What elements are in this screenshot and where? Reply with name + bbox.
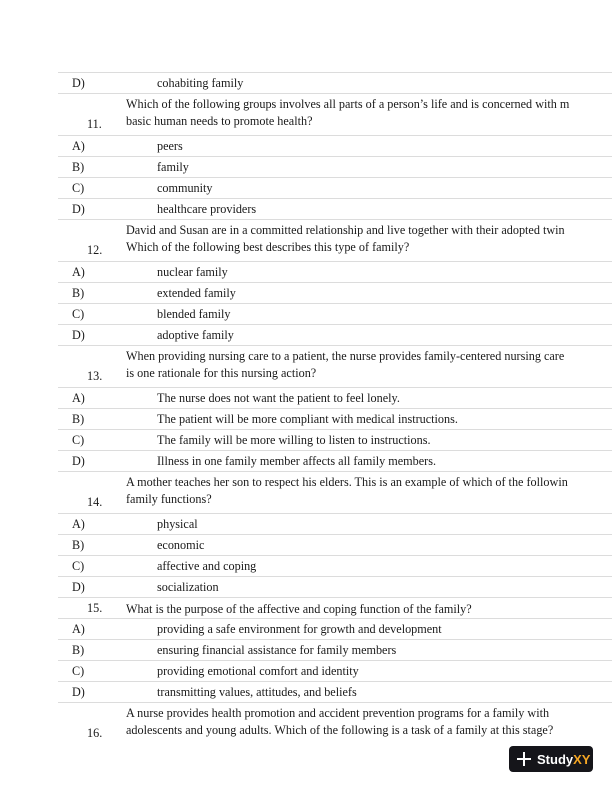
question-row: [58, 702, 612, 744]
option-text: affective and coping: [157, 559, 257, 573]
brand-name-part1: Study: [537, 751, 574, 767]
option-letter: D): [72, 454, 85, 468]
option-text: The family will be more willing to listen to instructions.: [157, 433, 431, 447]
answer-option-row: [58, 135, 612, 156]
option-letter: B): [72, 286, 85, 300]
option-letter: A): [72, 391, 85, 405]
question-row: [58, 219, 612, 261]
question-text-line: What is the purpose of the affective and coping function of the family?: [126, 602, 472, 616]
question-text-line: A mother teaches her son to respect his elders. This is an example of which of the followin: [126, 475, 568, 489]
option-letter: A): [72, 517, 85, 531]
question-text-line: adolescents and young adults. Which of the following is a task of a family at this stage?: [126, 722, 554, 737]
option-letter: B): [72, 643, 85, 657]
option-letter: C): [72, 307, 85, 321]
option-letter: C): [72, 433, 85, 447]
answer-option-row: [58, 618, 612, 639]
answer-option-row: [58, 576, 612, 597]
answer-option-row: [58, 282, 612, 303]
question-text: [126, 705, 553, 738]
answer-option-row: [58, 534, 612, 555]
question-number: 13.: [87, 369, 103, 383]
question-text-line: Which of the following best describes this type of family?: [126, 239, 410, 254]
option-letter: C): [72, 559, 85, 573]
option-letter: D): [72, 580, 85, 594]
option-letter: B): [72, 412, 85, 426]
answer-option-row: [58, 324, 612, 345]
option-text: socialization: [157, 580, 219, 594]
question-text: [126, 474, 568, 507]
option-letter: A): [72, 265, 85, 279]
option-letter: B): [72, 160, 85, 174]
option-text: The nurse does not want the patient to feel lonely.: [157, 391, 400, 405]
answer-option-row: [58, 408, 612, 429]
question-row: [58, 345, 612, 387]
answer-option-row: [58, 660, 612, 681]
option-text: adoptive family: [157, 328, 234, 342]
answer-option-row: [58, 450, 612, 471]
option-letter: D): [72, 202, 85, 216]
answer-option-row: [58, 555, 612, 576]
option-text: nuclear family: [157, 265, 228, 279]
option-letter: D): [72, 76, 85, 90]
question-row: [58, 93, 612, 135]
plus-icon: [517, 752, 531, 766]
answer-option-row: [58, 261, 612, 282]
question-list: [58, 72, 612, 744]
option-text: community: [157, 181, 213, 195]
question-text: [126, 96, 569, 129]
question-number: 12.: [87, 243, 103, 257]
option-text: extended family: [157, 286, 236, 300]
option-text: transmitting values, attitudes, and beliefs: [157, 685, 357, 699]
question-text-line: is one rationale for this nursing action?: [126, 365, 317, 380]
question-text: [126, 601, 472, 618]
question-number: 14.: [87, 495, 103, 509]
answer-option-row: [58, 639, 612, 660]
option-text: The patient will be more compliant with medical instructions.: [157, 412, 458, 426]
option-text: healthcare providers: [157, 202, 257, 216]
question-number: 16.: [87, 726, 103, 740]
answer-option-row: [58, 177, 612, 198]
brand-name-part2: XY: [573, 751, 591, 767]
question-row: [58, 471, 612, 513]
answer-option-row: [58, 387, 612, 408]
option-letter: A): [72, 622, 85, 636]
option-text: blended family: [157, 307, 231, 321]
question-text-line: David and Susan are in a committed relationship and live together with their adopted twin: [126, 223, 565, 237]
option-text: family: [157, 160, 189, 174]
option-letter: C): [72, 664, 85, 678]
option-letter: A): [72, 139, 85, 153]
option-text: providing emotional comfort and identity: [157, 664, 359, 678]
option-letter: D): [72, 328, 85, 342]
question-text-line: When providing nursing care to a patient, the nurse provides family-centered nursing care: [126, 349, 565, 363]
question-text: [126, 222, 565, 255]
question-number: 15.: [87, 601, 103, 615]
question-text: [126, 348, 564, 381]
option-text: economic: [157, 538, 205, 552]
answer-option-row: [58, 513, 612, 534]
option-letter: C): [72, 181, 85, 195]
option-text: peers: [157, 139, 183, 153]
answer-option-row: [58, 198, 612, 219]
studyxy-badge[interactable]: [509, 746, 593, 772]
answer-option-row: [58, 681, 612, 702]
option-letter: B): [72, 538, 85, 552]
question-number: 11.: [87, 117, 102, 131]
question-row: [58, 597, 612, 618]
option-text: providing a safe environment for growth and development: [157, 622, 442, 636]
option-letter: D): [72, 685, 85, 699]
answer-option-row: [58, 72, 612, 93]
question-text-line: A nurse provides health promotion and accident prevention programs for a family with: [126, 706, 550, 720]
question-text-line: Which of the following groups involves all parts of a person’s life and is concerned with m: [126, 97, 570, 111]
option-text: physical: [157, 517, 198, 531]
answer-option-row: [58, 303, 612, 324]
option-text: Illness in one family member affects all family members.: [157, 454, 436, 468]
question-text-line: basic human needs to promote health?: [126, 113, 313, 128]
answer-option-row: [58, 429, 612, 450]
option-text: cohabiting family: [157, 76, 244, 90]
question-text-line: family functions?: [126, 491, 212, 506]
answer-option-row: [58, 156, 612, 177]
option-text: ensuring financial assistance for family members: [157, 643, 397, 657]
